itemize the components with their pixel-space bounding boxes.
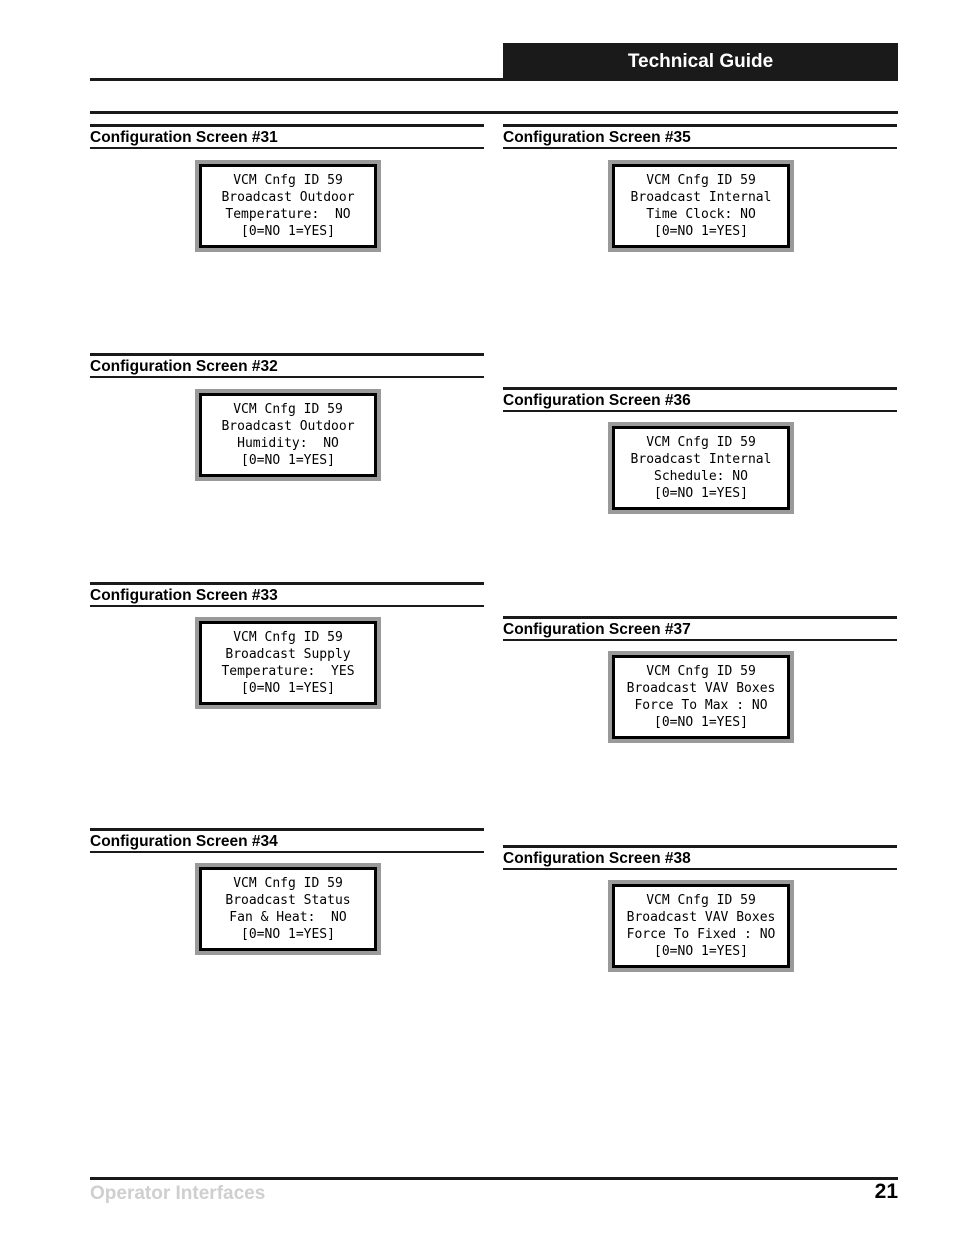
- section-title: Configuration Screen #35: [503, 129, 691, 146]
- footer-rule: [90, 1177, 898, 1180]
- lcd-display-31: [195, 160, 381, 252]
- lcd-text: VCM Cnfg ID 59 Broadcast Outdoor Humidity: NO [0=NO 1=YES]: [199, 393, 377, 477]
- section-screen-35: [503, 124, 897, 149]
- section-screen-36: [503, 387, 897, 412]
- section-title: Configuration Screen #38: [503, 850, 691, 867]
- lcd-display-37: [608, 651, 794, 743]
- top-rule: [90, 111, 898, 114]
- section-screen-37: [503, 616, 897, 641]
- lcd-text: VCM Cnfg ID 59 Broadcast Outdoor Temperature: NO [0=NO 1=YES]: [199, 164, 377, 248]
- lcd-display-36: [608, 422, 794, 514]
- footer-section-label: Operator Interfaces: [90, 1183, 266, 1204]
- lcd-text: VCM Cnfg ID 59 Broadcast VAV Boxes Force To Max : NO [0=NO 1=YES]: [612, 655, 790, 739]
- page-number: 21: [874, 1180, 898, 1203]
- lcd-display-32: [195, 389, 381, 481]
- lcd-display-38: [608, 880, 794, 972]
- section-title: Configuration Screen #33: [90, 587, 278, 604]
- section-screen-38: [503, 845, 897, 870]
- lcd-text: VCM Cnfg ID 59 Broadcast Internal Schedule: NO [0=NO 1=YES]: [612, 426, 790, 510]
- lcd-text: VCM Cnfg ID 59 Broadcast Status Fan & Heat: NO [0=NO 1=YES]: [199, 867, 377, 951]
- lcd-text: VCM Cnfg ID 59 Broadcast Internal Time Clock: NO [0=NO 1=YES]: [612, 164, 790, 248]
- section-title: Configuration Screen #32: [90, 358, 278, 375]
- section-screen-33: [90, 582, 484, 607]
- section-title: Configuration Screen #34: [90, 833, 278, 850]
- section-title: Configuration Screen #37: [503, 621, 691, 638]
- section-screen-31: [90, 124, 484, 149]
- section-screen-32: [90, 353, 484, 378]
- lcd-display-35: [608, 160, 794, 252]
- section-title: Configuration Screen #31: [90, 129, 278, 146]
- lcd-text: VCM Cnfg ID 59 Broadcast Supply Temperature: YES [0=NO 1=YES]: [199, 621, 377, 705]
- section-title: Configuration Screen #36: [503, 392, 691, 409]
- lcd-display-34: [195, 863, 381, 955]
- lcd-display-33: [195, 617, 381, 709]
- section-screen-34: [90, 828, 484, 853]
- lcd-text: VCM Cnfg ID 59 Broadcast VAV Boxes Force To Fixed : NO [0=NO 1=YES]: [612, 884, 790, 968]
- header-title: Technical Guide: [503, 43, 898, 81]
